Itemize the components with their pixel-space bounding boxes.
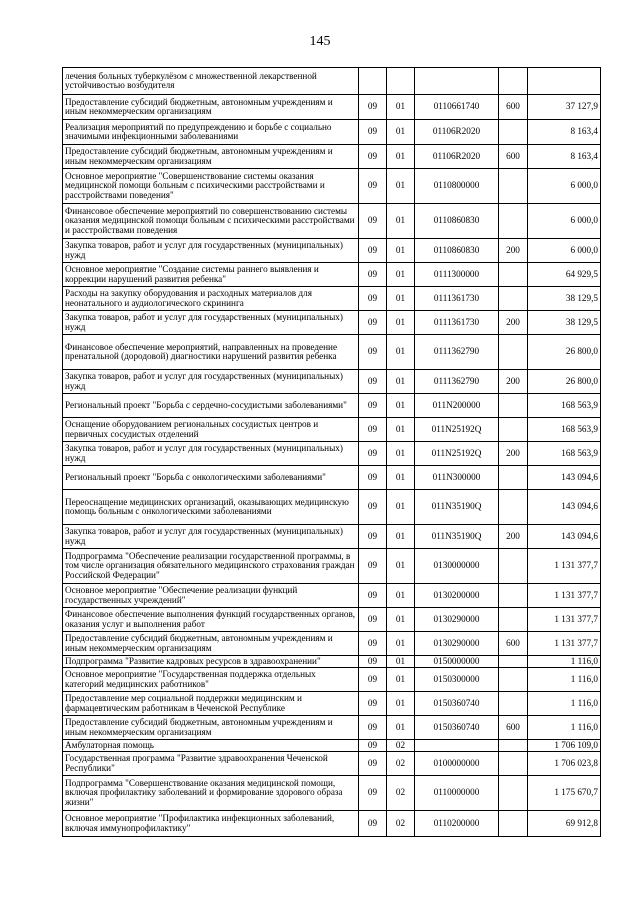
row-subsection-cell: 01 [387,418,415,442]
table-row [63,311,601,335]
table-row [63,204,601,239]
row-section-cell: 09 [359,204,387,239]
row-expense-type-cell [499,418,528,442]
row-amount-cell: 69 912,8 [528,811,601,837]
row-section-cell: 09 [359,752,387,776]
row-subsection-cell: 01 [387,263,415,287]
row-expense-type-cell: 200 [499,370,528,394]
table-row [63,239,601,263]
row-target-article-cell: 0111361730 [415,287,499,311]
row-amount-cell: 38 129,5 [528,311,601,335]
row-target-article-cell: 011N300000 [415,466,499,490]
row-expense-type-cell [499,169,528,204]
row-name-cell: Государственная программа "Развитие здравоохранения Чеченской Республики" [63,752,359,776]
row-amount-cell: 1 131 377,7 [528,632,601,656]
row-name-cell: Финансовое обеспечение мероприятий, направленных на проведение пренатальной (дородовой) диагностики нарушений развития ребенка [63,335,359,370]
table-row [63,584,601,608]
row-target-article-cell: 0111362790 [415,370,499,394]
row-name-cell: Основное мероприятие "Обеспечение реализации функций государственных учреждений" [63,584,359,608]
row-target-article-cell: 0100000000 [415,752,499,776]
table-row [63,145,601,169]
row-name-cell: Переоснащение медицинских организаций, оказывающих медицинскую помощь больным с онкологическими заболеваниями [63,490,359,525]
row-section-cell: 09 [359,490,387,525]
row-subsection-cell: 01 [387,145,415,169]
row-subsection-cell: 01 [387,287,415,311]
row-expense-type-cell [499,752,528,776]
row-section-cell: 09 [359,311,387,335]
row-section-cell: 09 [359,811,387,837]
row-section-cell: 09 [359,584,387,608]
row-section-cell: 09 [359,370,387,394]
row-name-cell: Оснащение оборудованием региональных сосудистых центров и первичных сосудистых отделений [63,418,359,442]
table-row [63,752,601,776]
row-subsection-cell: 02 [387,811,415,837]
table-row [63,418,601,442]
row-section-cell: 09 [359,740,387,752]
row-amount-cell: 168 563,9 [528,442,601,466]
row-name-cell: Подпрограмма "Совершенствование оказания медицинской помощи, включая профилактику заболеваний и формирование здорового образа жизни" [63,776,359,811]
row-name-cell: Закупка товаров, работ и услуг для государственных (муниципальных) нужд [63,442,359,466]
row-name-cell: Подпрограмма "Обеспечение реализации государственной программы, в том числе организация обязательного медицинского страхования граждан Российской Федерации" [63,549,359,584]
row-name-cell: Закупка товаров, работ и услуг для государственных (муниципальных) нужд [63,239,359,263]
table-row [63,656,601,668]
row-amount-cell: 1 131 377,7 [528,584,601,608]
table-row [63,776,601,811]
row-amount-cell: 1 116,0 [528,692,601,716]
row-target-article-cell: 0111300000 [415,263,499,287]
row-amount-cell: 37 127,9 [528,95,601,120]
row-target-article-cell: 0110661740 [415,95,499,120]
row-name-cell: Предоставление субсидий бюджетным, автономным учреждениям и иным некоммерческим организациям [63,95,359,120]
table-row [63,525,601,549]
row-subsection-cell: 01 [387,608,415,632]
row-amount-cell: 26 800,0 [528,370,601,394]
page-number: 145 [309,34,331,49]
row-expense-type-cell: 200 [499,525,528,549]
table-row [63,692,601,716]
row-section-cell: 09 [359,145,387,169]
row-target-article-cell: 0110800000 [415,169,499,204]
row-name-cell: Региональный проект "Борьба с онкологическими заболеваниями" [63,466,359,490]
row-target-article-cell: 0130290000 [415,608,499,632]
row-target-article-cell: 0111362790 [415,335,499,370]
row-target-article-cell [415,740,499,752]
row-target-article-cell: 011N35190Q [415,490,499,525]
row-section-cell: 09 [359,716,387,740]
row-subsection-cell: 01 [387,394,415,418]
row-section-cell: 09 [359,120,387,145]
row-section-cell: 09 [359,418,387,442]
row-expense-type-cell [499,811,528,837]
row-target-article-cell: 0130000000 [415,549,499,584]
row-subsection-cell: 01 [387,95,415,120]
row-expense-type-cell [499,68,528,95]
row-expense-type-cell [499,584,528,608]
row-target-article-cell: 011N200000 [415,394,499,418]
row-expense-type-cell [499,394,528,418]
row-amount-cell: 1 116,0 [528,656,601,668]
row-expense-type-cell: 600 [499,95,528,120]
row-subsection-cell: 02 [387,740,415,752]
row-expense-type-cell [499,656,528,668]
row-target-article-cell: 0111361730 [415,311,499,335]
row-amount-cell: 1 116,0 [528,668,601,692]
row-expense-type-cell: 600 [499,632,528,656]
row-subsection-cell: 01 [387,656,415,668]
row-subsection-cell: 01 [387,370,415,394]
table-row [63,668,601,692]
row-subsection-cell: 01 [387,204,415,239]
row-expense-type-cell: 600 [499,145,528,169]
row-target-article-cell: 0110860830 [415,204,499,239]
row-amount-cell: 26 800,0 [528,335,601,370]
row-target-article-cell: 0130200000 [415,584,499,608]
row-section-cell: 09 [359,394,387,418]
row-expense-type-cell [499,608,528,632]
row-name-cell: Финансовое обеспечение мероприятий по совершенствованию системы оказания медицинской помощи больным с психическими расстройствами и расстройствами поведения [63,204,359,239]
row-name-cell: Региональный проект "Борьба с сердечно-сосудистыми заболеваниями" [63,394,359,418]
table-row [63,608,601,632]
row-expense-type-cell [499,776,528,811]
row-amount-cell: 143 094,6 [528,525,601,549]
table-row [63,120,601,145]
row-expense-type-cell [499,466,528,490]
row-subsection-cell: 01 [387,120,415,145]
row-section-cell: 09 [359,95,387,120]
row-section-cell [359,68,387,95]
row-amount-cell: 8 163,4 [528,120,601,145]
row-subsection-cell: 02 [387,752,415,776]
row-section-cell: 09 [359,656,387,668]
row-subsection-cell: 01 [387,668,415,692]
row-expense-type-cell [499,668,528,692]
row-target-article-cell: 0150360740 [415,716,499,740]
row-section-cell: 09 [359,287,387,311]
row-target-article-cell: 011N35190Q [415,525,499,549]
table-row [63,716,601,740]
row-section-cell: 09 [359,632,387,656]
row-name-cell: Основное мероприятие "Совершенствование системы оказания медицинской помощи больным с психическими расстройствами и расстройствами поведения" [63,169,359,204]
row-name-cell: Основное мероприятие "Государственная поддержка отдельных категорий медицинских работников" [63,668,359,692]
table-row [63,442,601,466]
row-amount-cell: 168 563,9 [528,418,601,442]
row-name-cell: Предоставление субсидий бюджетным, автономным учреждениям и иным некоммерческим организациям [63,632,359,656]
row-amount-cell: 1 116,0 [528,716,601,740]
row-expense-type-cell [499,287,528,311]
table-row [63,549,601,584]
row-section-cell: 09 [359,335,387,370]
row-expense-type-cell [499,204,528,239]
row-amount-cell: 143 094,6 [528,490,601,525]
row-subsection-cell: 01 [387,549,415,584]
row-name-cell: Амбулаторная помощь [63,740,359,752]
row-expense-type-cell: 200 [499,442,528,466]
row-subsection-cell: 02 [387,776,415,811]
row-amount-cell: 6 000,0 [528,204,601,239]
table-row [63,811,601,837]
row-target-article-cell: 0110200000 [415,811,499,837]
row-subsection-cell: 01 [387,716,415,740]
row-name-cell: Предоставление мер социальной поддержки медицинским и фармацевтическим работникам в Чеченской Республике [63,692,359,716]
row-subsection-cell: 01 [387,584,415,608]
row-name-cell: Подпрограмма "Развитие кадровых ресурсов в здравоохранении" [63,656,359,668]
row-amount-cell: 1 131 377,7 [528,608,601,632]
row-name-cell: Закупка товаров, работ и услуг для государственных (муниципальных) нужд [63,370,359,394]
row-section-cell: 09 [359,169,387,204]
budget-table [62,67,601,837]
table-row [63,95,601,120]
row-expense-type-cell: 200 [499,239,528,263]
table-row [63,394,601,418]
table-row [63,68,601,95]
row-name-cell: Расходы на закупку оборудования и расходных материалов для неонатального и аудиологического скрининга [63,287,359,311]
row-expense-type-cell [499,335,528,370]
row-amount-cell: 143 094,6 [528,466,601,490]
row-target-article-cell [415,68,499,95]
table-row [63,287,601,311]
row-section-cell: 09 [359,442,387,466]
row-section-cell: 09 [359,776,387,811]
row-section-cell: 09 [359,263,387,287]
row-target-article-cell: 011N25192Q [415,442,499,466]
row-subsection-cell: 01 [387,311,415,335]
row-section-cell: 09 [359,239,387,263]
row-amount-cell: 1 706 023,8 [528,752,601,776]
row-expense-type-cell [499,120,528,145]
row-name-cell: Финансовое обеспечение выполнения функций государственных органов, оказания услуг и выполнения работ [63,608,359,632]
row-name-cell: Предоставление субсидий бюджетным, автономным учреждениям и иным некоммерческим организациям [63,716,359,740]
row-target-article-cell: 01106R2020 [415,145,499,169]
row-subsection-cell [387,68,415,95]
row-expense-type-cell [499,490,528,525]
row-section-cell: 09 [359,466,387,490]
row-name-cell: Закупка товаров, работ и услуг для государственных (муниципальных) нужд [63,311,359,335]
row-amount-cell: 6 000,0 [528,239,601,263]
row-target-article-cell: 0150360740 [415,692,499,716]
row-subsection-cell: 01 [387,632,415,656]
row-section-cell: 09 [359,525,387,549]
row-amount-cell: 1 131 377,7 [528,549,601,584]
row-target-article-cell: 0110860830 [415,239,499,263]
row-amount-cell: 1 706 109,0 [528,740,601,752]
row-section-cell: 09 [359,549,387,584]
row-subsection-cell: 01 [387,169,415,204]
row-amount-cell: 6 000,0 [528,169,601,204]
row-target-article-cell: 0150300000 [415,668,499,692]
row-amount-cell [528,68,601,95]
row-section-cell: 09 [359,668,387,692]
table-row [63,335,601,370]
row-expense-type-cell [499,549,528,584]
row-subsection-cell: 01 [387,466,415,490]
budget-table-body [63,68,601,837]
row-name-cell: Реализация мероприятий по предупреждению и борьбе с социально значимыми инфекционными заболеваниями [63,120,359,145]
row-name-cell: Основное мероприятие "Создание системы раннего выявления и коррекции нарушений развития ребенка" [63,263,359,287]
table-row [63,490,601,525]
row-target-article-cell: 0110000000 [415,776,499,811]
row-target-article-cell: 011N25192Q [415,418,499,442]
table-row [63,632,601,656]
row-expense-type-cell: 200 [499,311,528,335]
row-section-cell: 09 [359,692,387,716]
row-section-cell: 09 [359,608,387,632]
row-expense-type-cell [499,263,528,287]
row-subsection-cell: 01 [387,692,415,716]
table-row [63,740,601,752]
table-row [63,169,601,204]
row-amount-cell: 64 929,5 [528,263,601,287]
row-amount-cell: 168 563,9 [528,394,601,418]
row-expense-type-cell [499,740,528,752]
row-target-article-cell: 0150000000 [415,656,499,668]
row-expense-type-cell [499,692,528,716]
row-name-cell: лечения больных туберкулёзом с множественной лекарственной устойчивостью возбудителя [63,68,359,95]
table-row [63,263,601,287]
row-target-article-cell: 01106R2020 [415,120,499,145]
row-amount-cell: 38 129,5 [528,287,601,311]
row-subsection-cell: 01 [387,442,415,466]
table-row [63,370,601,394]
row-name-cell: Предоставление субсидий бюджетным, автономным учреждениям и иным некоммерческим организациям [63,145,359,169]
row-subsection-cell: 01 [387,525,415,549]
row-expense-type-cell: 600 [499,716,528,740]
table-row [63,466,601,490]
row-target-article-cell: 0130290000 [415,632,499,656]
row-amount-cell: 8 163,4 [528,145,601,169]
row-amount-cell: 1 175 670,7 [528,776,601,811]
row-subsection-cell: 01 [387,490,415,525]
row-subsection-cell: 01 [387,335,415,370]
row-name-cell: Закупка товаров, работ и услуг для государственных (муниципальных) нужд [63,525,359,549]
row-name-cell: Основное мероприятие "Профилактика инфекционных заболеваний, включая иммунопрофилактику" [63,811,359,837]
row-subsection-cell: 01 [387,239,415,263]
